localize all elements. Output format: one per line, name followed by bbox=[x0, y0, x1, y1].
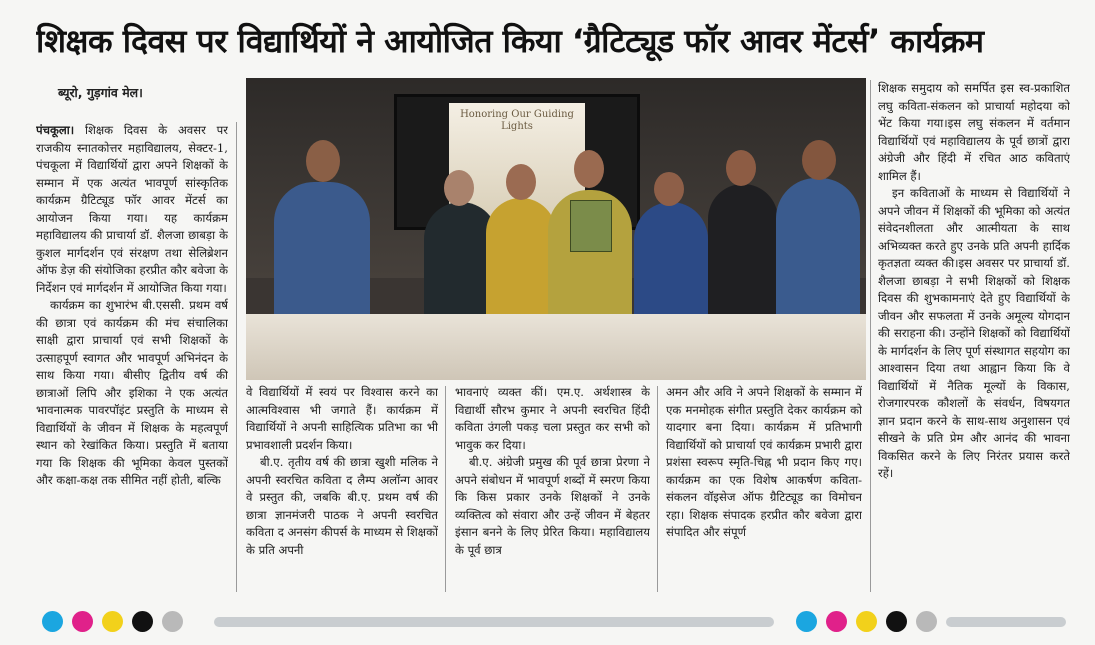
column-rule bbox=[445, 386, 446, 592]
registration-dot-yellow bbox=[856, 611, 877, 632]
dateline: पंचकूला। bbox=[36, 123, 75, 137]
column-rule bbox=[870, 80, 871, 592]
print-registration-strip bbox=[0, 604, 1095, 645]
paragraph: बी.ए. अंग्रेजी प्रमुख की पूर्व छात्रा प्रेरणा ने अपने संबोधन में भावपूर्ण शब्दों में स्मरण किया कि किस प्रकार उनके शिक्षकों ने उनके व्यक्तित्व को संवारा और उन्हें जीवन में बेहतर इंसान बनने के लिए प्रेरित किया। महाविद्यालय के पूर्व छात्र bbox=[455, 455, 650, 557]
column-rule bbox=[236, 122, 237, 592]
column-rule bbox=[657, 386, 658, 592]
registration-bar bbox=[214, 617, 774, 627]
registration-dot-cyan bbox=[42, 611, 63, 632]
registration-dot-magenta bbox=[826, 611, 847, 632]
person-head bbox=[654, 172, 684, 206]
person-head bbox=[306, 140, 340, 182]
slide-title: Honoring Our Guiding Lights bbox=[460, 109, 574, 132]
poetry-booklet bbox=[570, 200, 612, 252]
byline: ब्यूरो, गुड़गांव मेल। bbox=[58, 85, 143, 100]
registration-dot-yellow bbox=[102, 611, 123, 632]
article-column-1 bbox=[36, 122, 228, 592]
registration-dot-black bbox=[132, 611, 153, 632]
conference-table bbox=[246, 314, 866, 380]
paragraph: वे विद्यार्थियों में स्वयं पर विश्वास करने का आत्मविश्वास भी जगाते हैं। कार्यक्रम में विद्यार्थियों ने अपनी साहित्यिक प्रतिभा का भी प्रभावशाली प्रदर्शन किया। bbox=[246, 385, 438, 452]
paragraph: बी.ए. तृतीय वर्ष की छात्रा खुशी मलिक ने अपनी स्वरचित कविता द लैम्प अलॉन्ग आवर वे प्रस्तुत की, जबकि बी.ए. प्रथम वर्ष की छात्रा ज्ञानमंजरी पाठक ने अपनी स्वरचित कविता द अनसंग कीपर्स के माध्यम से शिक्षकों के प्रति अपनी bbox=[246, 455, 438, 557]
person-head bbox=[574, 150, 604, 188]
registration-dot-grey bbox=[916, 611, 937, 632]
paragraph-text: शिक्षक दिवस के अवसर पर राजकीय स्नातकोत्तर महाविद्यालय, सेक्टर-1, पंचकूला में विद्यार्थियों द्वारा अपने शिक्षकों के सम्मान में एक अत्यंत भावपूर्ण सांस्कृतिक कार्यक्रम ग्रैटिट्यूड फॉर आवर मेंटर्स का आयोजन किया गया। यह कार्यक्रम महाविद्यालय की प्राचार्या डॉ. शैलजा छाबड़ा के कुशल मार्गदर्शन एवं संरक्षण तथा सेलिब्रेशन ऑफ डेज़ की संयोजिका हरप्रीत कौर बवेजा के निर्देशन एवं मार्गदर्शन में आयोजित किया गया। bbox=[36, 123, 228, 295]
person-head bbox=[444, 170, 474, 206]
article-column-2 bbox=[246, 384, 438, 592]
article-column-5 bbox=[878, 80, 1070, 592]
paragraph: भावनाएं व्यक्त कीं। एम.ए. अर्थशास्त्र के विद्यार्थी सौरभ कुमार ने अपनी स्वरचित हिंदी कविता उंगली पकड़ चला प्रस्तुत कर सभी को भावुक कर दिया। bbox=[455, 385, 650, 452]
headline: शिक्षक दिवस पर विद्यार्थियों ने आयोजित किया ‘ग्रैटिट्यूड फॉर आवर मेंटर्स’ कार्यक्रम bbox=[36, 22, 984, 60]
paragraph bbox=[36, 122, 228, 297]
article-column-4 bbox=[666, 384, 862, 592]
registration-dot-black bbox=[886, 611, 907, 632]
paragraph: अमन और अवि ने अपने शिक्षकों के सम्मान में एक मनमोहक संगीत प्रस्तुति देकर कार्यक्रम को यादगार बना दिया। कार्यक्रम में प्रतिभागी विद्यार्थियों को प्राचार्या एवं कार्यक्रम प्रभारी द्वारा प्रशंसा स्वरूप स्मृति-चिह्न भी प्रदान किए गए।कार्यक्रम का एक विशेष आकर्षण कविता-संकलन वॉइसेज ऑफ ग्रैटिट्यूड का विमोचन रहा। शिक्षक संपादक हरप्रीत कौर बवेजा द्वारा संपादित और संपूर्ण bbox=[666, 385, 862, 539]
paragraph: शिक्षक समुदाय को समर्पित इस स्व-प्रकाशित लघु कविता-संकलन को प्राचार्या महोदया को भेंट किया गया।इस लघु संकलन में वर्तमान विद्यार्थियों एवं महाविद्यालय के पूर्व छात्रों द्वारा अंग्रेजी और हिंदी में रचित आठ कविताएं शामिल हैं। bbox=[878, 81, 1070, 183]
registration-dot-magenta bbox=[72, 611, 93, 632]
registration-bar bbox=[946, 617, 1066, 627]
registration-dot-cyan bbox=[796, 611, 817, 632]
registration-dot-grey bbox=[162, 611, 183, 632]
event-photo bbox=[246, 78, 866, 380]
paragraph: कार्यक्रम का शुभारंभ बी.एससी. प्रथम वर्ष की छात्रा एवं कार्यक्रम की मंच संचालिका साक्षी द्वारा प्राचार्या एवं सभी शिक्षकों के उत्साहपूर्ण स्वागत और भावपूर्ण अभिनंदन के साथ किया गया। बीसीए द्वितीय वर्ष की छात्राओं लिपि और इशिका ने एक अत्यंत भावनात्मक पावरपॉइंट प्रस्तुति के माध्यम से विद्यार्थियों के जीवन में शिक्षक के महत्वपूर्ण स्थान को रेखांकित किया। प्रस्तुति में बताया गया कि शिक्षक की भूमिका केवल पुस्तकों और कक्षा-कक्ष तक सीमित नहीं होती, बल्कि bbox=[36, 298, 228, 487]
person-head bbox=[726, 150, 756, 186]
person-head bbox=[506, 164, 536, 200]
article-column-3 bbox=[455, 384, 650, 592]
paragraph: इन कविताओं के माध्यम से विद्यार्थियों ने अपने जीवन में शिक्षकों की भूमिका को अत्यंत संवेदनशीलता और आत्मीयता के साथ अभिव्यक्त करते हुए उनके प्रति अपनी हार्दिक कृतज्ञता व्यक्त की।इस अवसर पर प्राचार्या डॉ. शैलजा छाबड़ा ने सभी शिक्षकों को शिक्षक दिवस की शुभकामनाएं देते हुए विद्यार्थियों के जीवन और सफलता में उनके अमूल्य योगदान की सराहना की। उन्होंने शिक्षकों को विद्यार्थियों के मार्गदर्शन के लिए पूर्ण संस्थागत सहयोग का आश्वासन दिया तथा आह्वान किया कि वे विद्यार्थियों में नैतिक मूल्यों के विकास, रोजगारपरक कौशलों के संवर्धन, विषयगत ज्ञान प्रदान करने के साथ-साथ अनुशासन एवं सीखने के प्रति प्रेम और आनंद की भावना विकसित करने के लिए निरंतर प्रयास करते रहें। bbox=[878, 186, 1070, 480]
person-head bbox=[802, 140, 836, 180]
